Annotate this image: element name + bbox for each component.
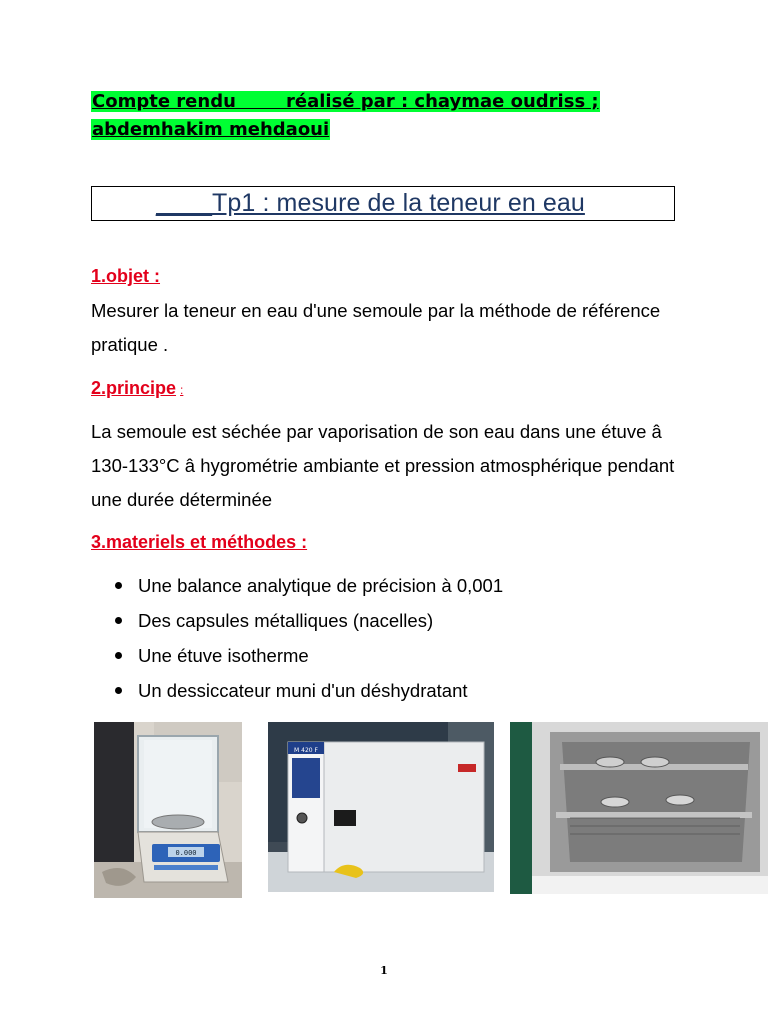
list-item: Une étuve isotherme (91, 638, 503, 673)
balance-photo (94, 722, 242, 898)
section-2-text: La semoule est séchée par vaporisation de son eau dans une étuve â 130-133°C â hygrométrie ambiante et pression atmosphérique pendant une durée déterminée (91, 421, 675, 510)
section-2-heading-text: 2.principe (91, 378, 177, 398)
section-3-heading: 3.materiels et méthodes : (91, 532, 308, 552)
oven-interior-photo (510, 722, 768, 894)
list-item: Une balance analytique de précision à 0,001 (91, 568, 503, 603)
title-text: Tp1 : mesure de la teneur en eau (212, 189, 585, 217)
report-header (91, 88, 599, 144)
header-line-2: abdemhakim mehdaoui (92, 119, 330, 140)
oven-photo (268, 722, 494, 892)
section-2-heading (91, 378, 183, 399)
page-title (156, 189, 585, 218)
materials-list (91, 568, 503, 708)
page-number: 1 (380, 964, 388, 977)
list-item: Des capsules métalliques (nacelles) (91, 603, 503, 638)
balance-display-text: 0.000 (175, 849, 197, 857)
section-1-heading: 1.objet : (91, 266, 161, 286)
section-1-text: Mesurer la teneur en eau d'une semoule par la méthode de référence pratique . (91, 300, 661, 355)
header-line-1: Compte rendu réalisé par : chaymae oudriss ; (92, 91, 599, 112)
list-item: Un dessiccateur muni d'un déshydratant (91, 673, 503, 708)
oven-model-label: M 420 F (294, 747, 318, 754)
title-box (91, 186, 675, 221)
title-lead: ____ (156, 189, 213, 217)
section-2-colon: : (180, 383, 184, 397)
